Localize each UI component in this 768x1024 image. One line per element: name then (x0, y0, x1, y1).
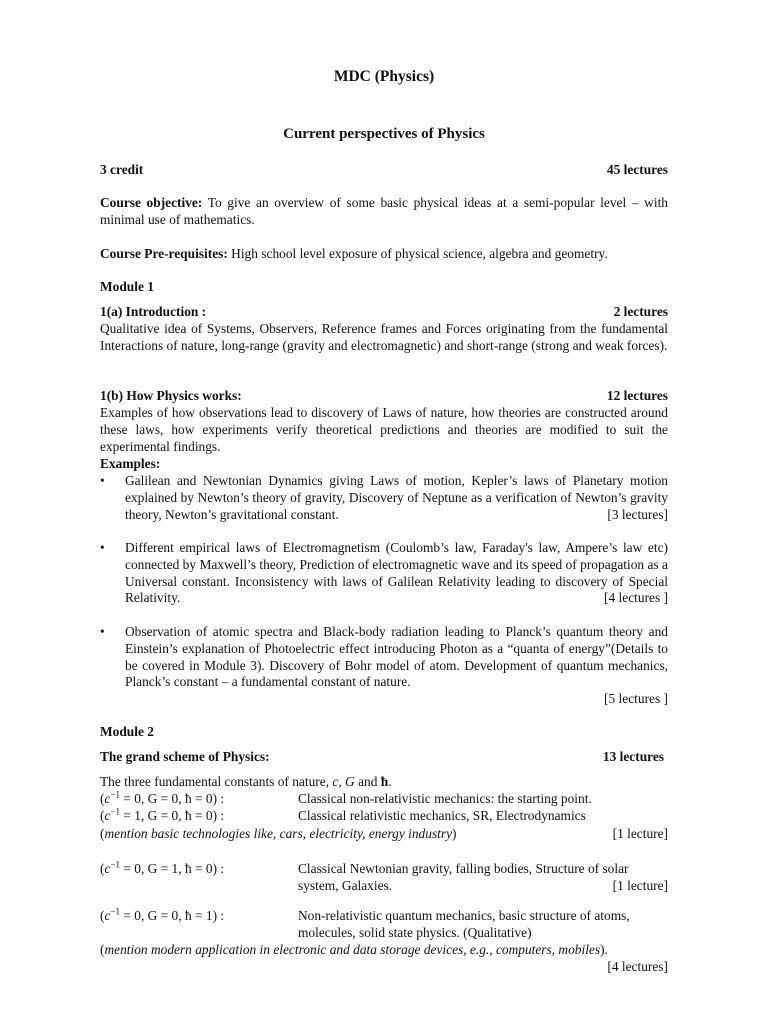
document-title: MDC (Physics) (333, 68, 435, 85)
formula-row (100, 791, 668, 808)
formula: ($c^{-1} = 0$, G = 1, ħ = 0) : (100, 859, 225, 876)
list-item (100, 473, 668, 523)
examples-label: Examples: (100, 456, 161, 471)
scheme-title: The grand scheme of Physics: (100, 749, 270, 764)
intro-title: 1(a) Introduction : (100, 304, 207, 319)
formula-lectures: [1 lecture] (612, 877, 668, 893)
note-lectures: [1 lecture] (612, 826, 668, 841)
credit-row (100, 162, 668, 179)
course-title: Current perspectives of Physics (283, 126, 485, 142)
note-row: (mention modern application in electronic and data storage devices, e.g., computers, mobiles). [4 lectures] (100, 942, 668, 974)
bullet-lectures: [5 lectures ] (604, 691, 668, 707)
formula-description: Classical Newtonian gravity, falling bodies, Structure of solar system, Galaxies. [1 lecture] (298, 861, 668, 893)
intro-heading-row (100, 304, 668, 321)
bullet-icon: • (100, 540, 105, 555)
formula-row (100, 861, 668, 895)
how-title: 1(b) How Physics works: (100, 388, 242, 403)
note-text: mention modern application in electronic and data storage devices, e.g., computers, mobiles (104, 942, 601, 957)
note-row: (mention basic technologies like, cars, electricity, energy industry) [1 lecture] (100, 826, 668, 841)
bullet-lectures: [3 lectures] (607, 506, 668, 522)
note-text: mention basic technologies like, cars, electricity, energy industry (104, 826, 453, 841)
formula-description: Classical non-relativistic mechanics: the starting point. (298, 791, 592, 806)
how-text: Examples of how observations lead to discovery of Laws of nature, how theories are constructed around these laws, how experiments verify theoretical predictions and theories are modified to suit the experimental findings. (100, 405, 668, 454)
prereq-label: Course Pre-requisites: (100, 246, 228, 261)
course-prerequisites (100, 246, 668, 263)
scheme-heading-row (100, 749, 664, 766)
formula-description: Classical relativistic mechanics, SR, Electrodynamics (298, 808, 586, 823)
constants-and: and (354, 774, 381, 789)
formula-row (100, 808, 668, 825)
constants-end: . (388, 774, 392, 789)
module2-heading: Module 2 (100, 724, 154, 739)
list-item (100, 624, 668, 708)
note-lectures: [4 lectures] (607, 958, 668, 974)
objective-text: To give an overview of some basic physical ideas at a semi-popular level – with minimal use of mathematics. (100, 195, 668, 227)
constant-c: c (332, 774, 339, 789)
how-heading-row (100, 388, 668, 405)
intro-lectures: 2 lectures (613, 304, 668, 319)
constant-hbar: ħ (380, 774, 389, 789)
prereq-text: High school level exposure of physical science, algebra and geometry. (227, 246, 608, 261)
formula-row (100, 908, 668, 942)
bullet-text: Galilean and Newtonian Dynamics giving Laws of motion, Kepler’s laws of Planetary motion explained by Newton’s theory of gravity, Discovery of Neptune as a verification of Newton’s gravity theory, Newton’s gravitational constant. (125, 473, 668, 522)
bullet-lectures: [4 lectures ] (604, 590, 668, 606)
constants-text: The three fundamental constants of nature, (100, 774, 333, 789)
credit-label: 3 credit (100, 162, 144, 177)
bullet-text: Observation of atomic spectra and Black-body radiation leading to Planck’s quantum theory and Einstein’s explanation of Photoelectric effect introducing Photon as a “quanta of energy”(Details to be covered in Module 3). Discovery of Bohr model of atom. Development of quantum mechanics, Planck’s constant – a fundamental constant of nature. (125, 624, 668, 690)
module1-heading: Module 1 (100, 279, 154, 294)
formula: ($c^{-1} = 0$, G = 0, ħ = 0) : (100, 789, 225, 806)
formula: ($c^{-1} = 1$, G = 0, ħ = 0) : (100, 806, 225, 823)
bullet-icon: • (100, 473, 105, 488)
constants-intro: The three fundamental constants of nature, c, G and ħ. (100, 774, 392, 789)
course-objective (100, 195, 668, 229)
bullet-text: Different empirical laws of Electromagnetism (Coulomb’s law, Faraday's law, Ampere’s law etc) connected by Maxwell’s theory, Prediction of electromagnetic wave and its speed of propagation as a Universal constant. Inconsistency with laws of Galilean Relativity leading to discovery of Special Relativity. (125, 540, 668, 606)
how-lectures: 12 lectures (606, 388, 668, 403)
bullet-icon: • (100, 624, 105, 639)
total-lectures: 45 lectures (606, 162, 668, 177)
objective-label: Course objective: (100, 195, 203, 210)
scheme-lectures: 13 lectures (602, 749, 664, 764)
formula: ($c^{-1} = 0$, G = 0, ħ = 1) : (100, 906, 225, 923)
constant-g: G (345, 774, 355, 789)
list-item (100, 540, 668, 607)
formula-description: Non-relativistic quantum mechanics, basic structure of atoms, molecules, solid state physics. (Qualitative) (298, 908, 630, 940)
intro-text: Qualitative idea of Systems, Observers, Reference frames and Forces originating from the fundamental Interactions of nature, long-range (gravity and electromagnetic) and short-range (strong and weak forces). (100, 321, 668, 353)
